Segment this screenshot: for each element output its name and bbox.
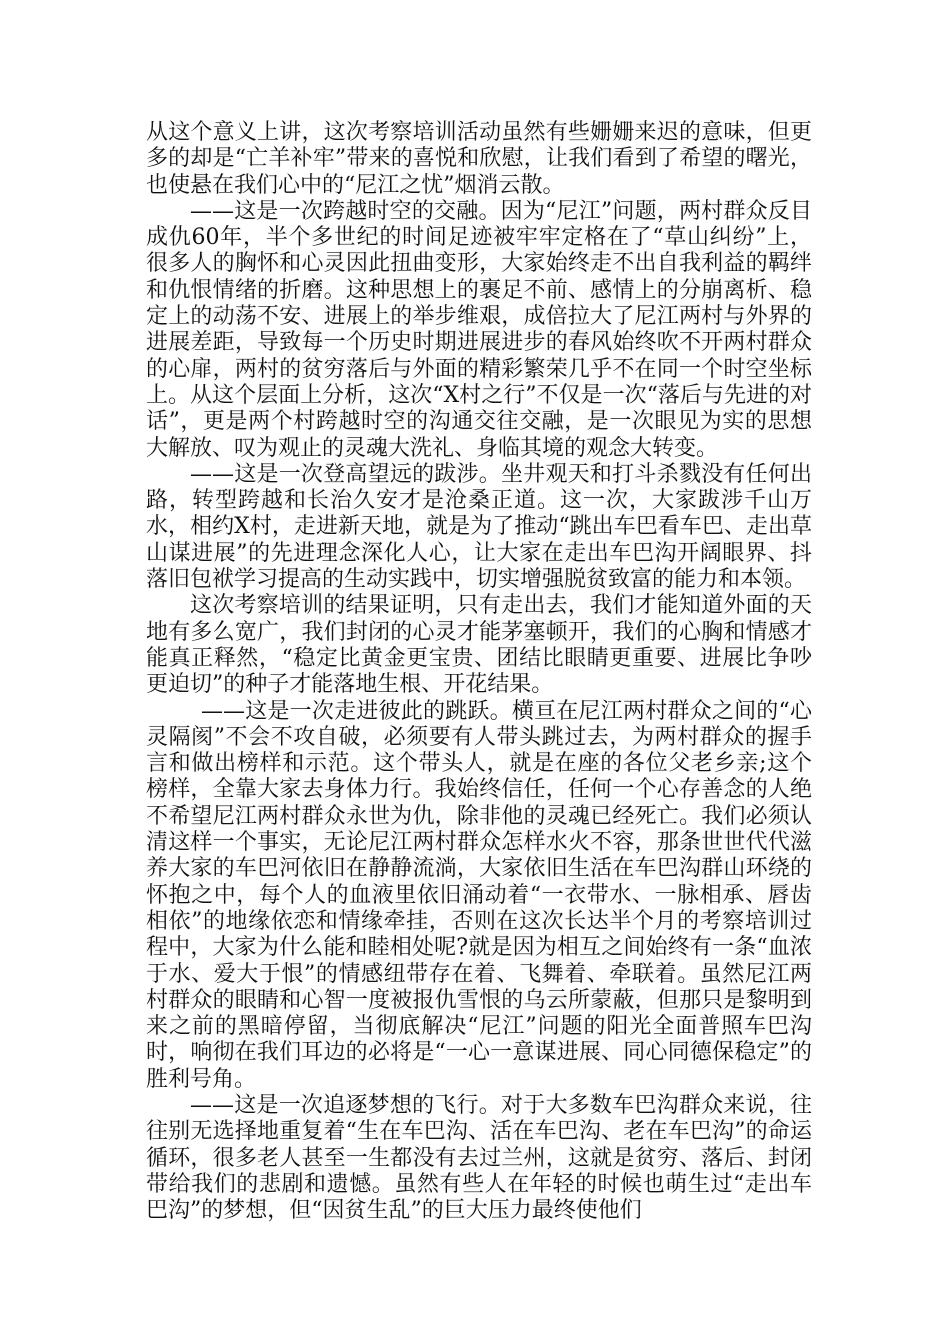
document-body — [146, 120, 812, 1224]
paragraph-2: ——这是一次跨越时空的交融。因为“尼江”问题，两村群众反目成仇60年，半个多世纪的时间足迹被牢牢定格在了“草山纠纷”上，很多人的胸怀和心灵因此扭曲变形，大家始终走不出自我利益的羁绊和仇恨情绪的折磨。这种思想上的裹足不前、感情上的分崩离析、稳定上的动荡不安、进展上的举步维艰，成倍拉大了尼江两村与外界的进展差距，导致每一个历史时期进展进步的春风始终吹不开两村群众的心扉，两村的贫穷落后与外面的精彩繁荣几乎不在同一个时空坐标上。从这个层面上分析，这次“X村之行”不仅是一次“落后与先进的对话”，更是两个村跨越时空的沟通交往交融，是一次眼见为实的思想大解放、叹为观止的灵魂大洗礼、身临其境的观念大转变。 — [146, 198, 812, 461]
paragraph-4: 这次考察培训的结果证明，只有走出去，我们才能知道外面的天地有多么宽广，我们封闭的心灵才能茅塞顿开，我们的心胸和情感才能真正释然，“稳定比黄金更宝贵、团结比眼睛更重要、进展比争吵更迫切”的种子才能落地生根、开花结果。 — [146, 593, 812, 698]
paragraph-6: ——这是一次追逐梦想的飞行。对于大多数车巴沟群众来说，往往别无选择地重复着“生在车巴沟、活在车巴沟、老在车巴沟”的命运循环，很多老人甚至一生都没有去过兰州，这就是贫穷、落后、封闭带给我们的悲剧和遗憾。虽然有些人在年轻的时候也萌生过“走出车巴沟”的梦想，但“因贫生乱”的巨大压力最终使他们 — [146, 1092, 812, 1224]
paragraph-3: ——这是一次登高望远的跋涉。坐井观天和打斗杀戮没有任何出路，转型跨越和长治久安才是沧桑正道。这一次，大家跋涉千山万水，相约X村，走进新天地，就是为了推动“跳出车巴看车巴、走出草山谋进展”的先进理念深化人心，让大家在走出车巴沟开阔眼界、抖落旧包袱学习提高的生动实践中，切实增强脱贫致富的能力和本领。 — [146, 461, 812, 593]
paragraph-1: 从这个意义上讲，这次考察培训活动虽然有些姗姗来迟的意味，但更多的却是“亡羊补牢”带来的喜悦和欣慰，让我们看到了希望的曙光，也使悬在我们心中的“尼江之忧”烟消云散。 — [146, 120, 812, 198]
paragraph-5: ——这是一次走进彼此的跳跃。横亘在尼江两村群众之间的“心灵隔阂”不会不攻自破，必须要有人带头跳过去，为两村群众的握手言和做出榜样和示范。这个带头人，就是在座的各位父老乡亲;这个榜样，全靠大家去身体力行。我始终信任，任何一个心存善念的人绝不希望尼江两村群众永世为仇，除非他的灵魂已经死亡。我们必须认清这样一个事实，无论尼江两村群众怎样水火不容，那条世世代代滋养大家的车巴河依旧在静静流淌，大家依旧生活在车巴沟群山环绕的怀抱之中，每个人的血液里依旧涌动着“一衣带水、一脉相承、唇齿相依”的地缘依恋和情缘牵挂，否则在这次长达半个月的考察培训过程中，大家为什么能和睦相处呢?就是因为相互之间始终有一条“血浓于水、爱大于恨”的情感纽带存在着、飞舞着、牵联着。虽然尼江两村群众的眼睛和心智一度被报仇雪恨的乌云所蒙蔽，但那只是黎明到来之前的黑暗停留，当彻底解决“尼江”问题的阳光全面普照车巴沟时，响彻在我们耳边的必将是“一心一意谋进展、同心同德保稳定”的胜利号角。 — [146, 698, 812, 1092]
